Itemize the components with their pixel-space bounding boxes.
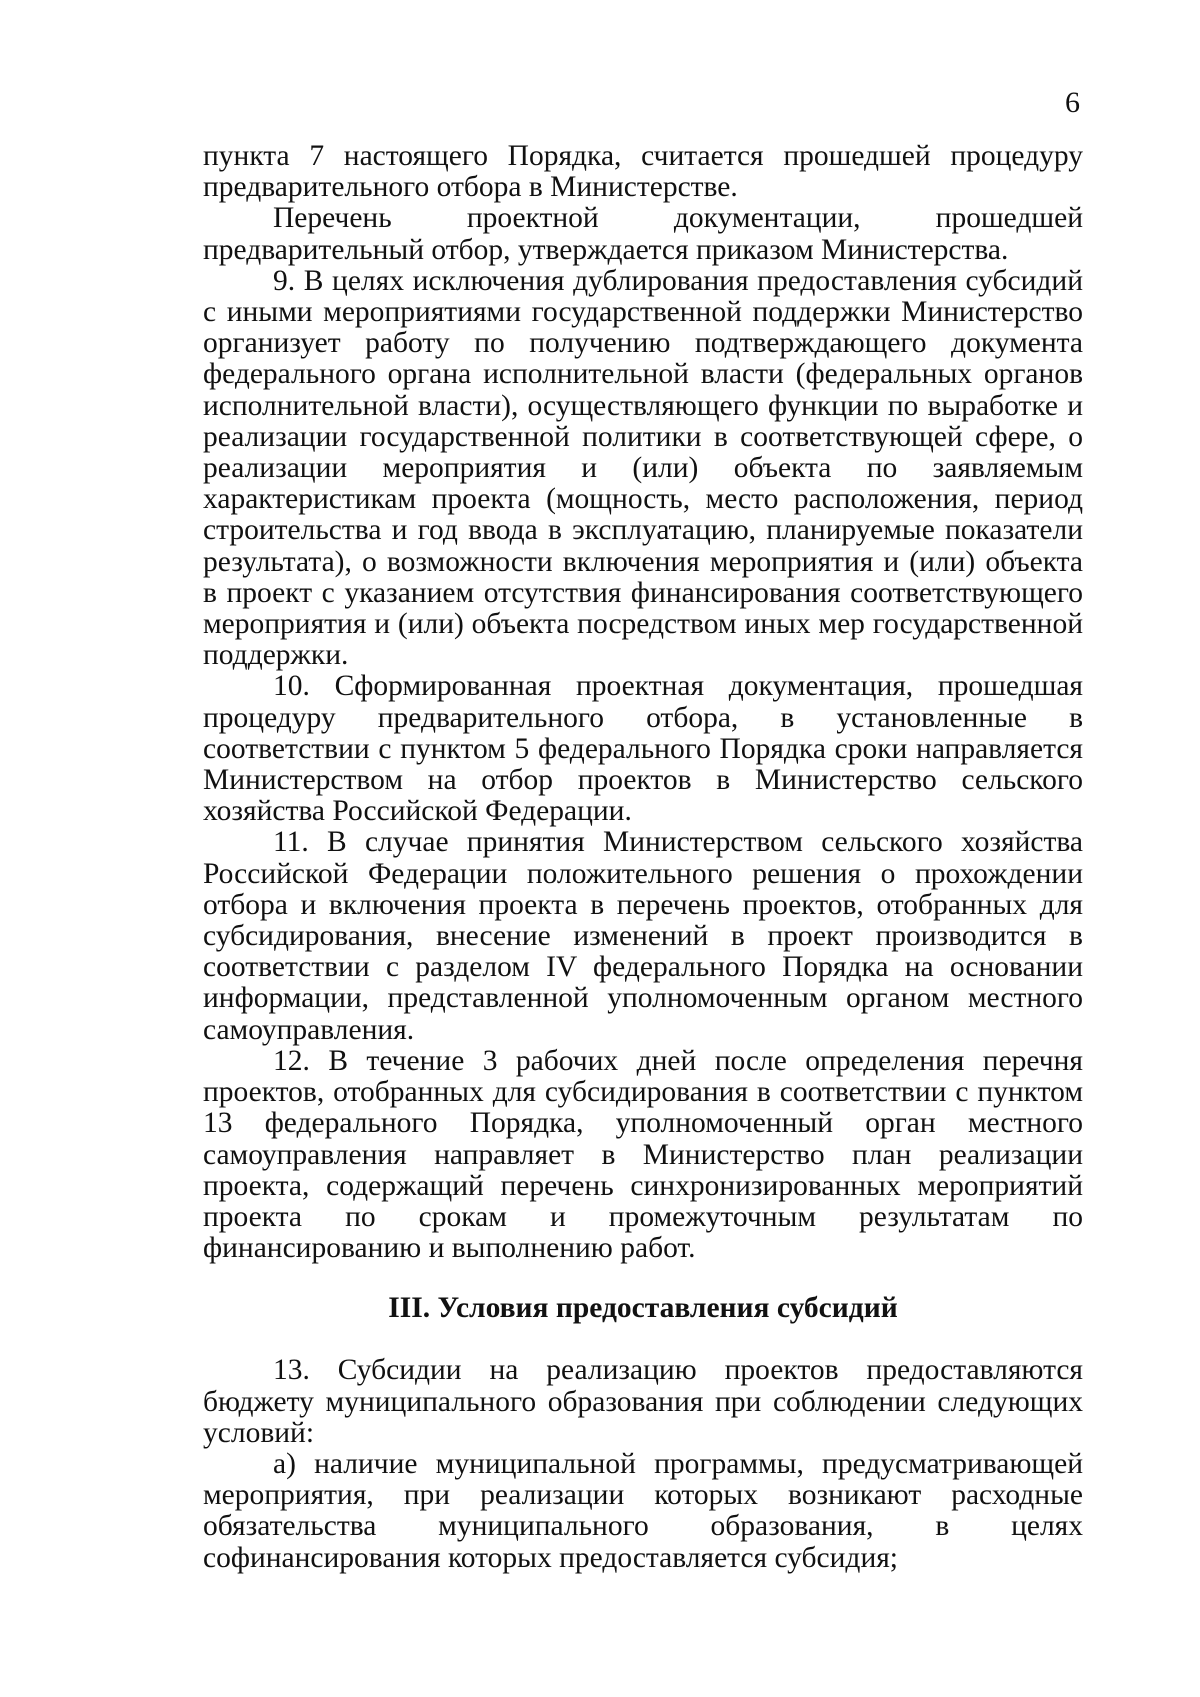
paragraph-continuation: пункта 7 настоящего Порядка, считается прошедшей процедуру предварительного отбора в Министерстве. xyxy=(203,140,1083,204)
paragraph-item-9: 9. В целях исключения дублирования предоставления субсидий с иными мероприятиями государственной поддержки Министерство организует работу по получению подтверждающего документа федерального органа исполнительной власти (федеральных органов исполнительной власти), осуществляющего функции по выработке и реализации государственной политики в соответствующей сфере, о реализации мероприятия и (или) объекта по заявляемым характеристикам проекта (мощность, место расположения, период строительства и год ввода в эксплуатацию, планируемые показатели результата), о возможности включения мероприятия и (или) объекта в проект с указанием отсутствия финансирования соответствующего мероприятия и (или) объекта посредством иных мер государственной поддержки. xyxy=(203,264,1083,672)
paragraph-item-11: 11. В случае принятия Министерством сельского хозяйства Российской Федерации положительного решения о прохождении отбора и включения проекта в перечень проектов, отобранных для субсидирования, внесение изменений в проект производится в соответствии с разделом IV федерального Порядка на основании информации, представленной уполномоченным органом местного самоуправления. xyxy=(203,826,1083,1046)
paragraph-item-12: 12. В течение 3 рабочих дней после определения перечня проектов, отобранных для субсидирования в соответствии с пунктом 13 федерального Порядка, уполномоченный орган местного самоуправления направляет в Министерство план реализации проекта, содержащий перечень синхронизированных мероприятий проекта по срокам и промежуточным результатам по финансированию и выполнению работ. xyxy=(203,1044,1083,1265)
document-body xyxy=(203,141,1083,1574)
paragraph-item-13a: а) наличие муниципальной программы, предусматривающей мероприятия, при реализации которых возникают расходные обязательства муниципального образования, в целях софинансирования которых предоставляется субсидия; xyxy=(203,1447,1083,1574)
paragraph-item-10: 10. Сформированная проектная документация, прошедшая процедуру предварительного отбора, в установленные в соответствии с пунктом 5 федерального Порядка сроки направляется Министерством на отбор проектов в Министерство сельского хозяйства Российской Федерации. xyxy=(203,670,1083,828)
paragraph-item-13: 13. Субсидии на реализацию проектов предоставляются бюджету муниципального образования при соблюдении следующих условий: xyxy=(203,1354,1083,1449)
paragraph-project-list: Перечень проектной документации, прошедшей предварительный отбор, утверждается приказом Министерства. xyxy=(203,202,1083,266)
page-number: 6 xyxy=(1065,86,1080,119)
section-heading: III. Условия предоставления субсидий xyxy=(388,1292,898,1325)
